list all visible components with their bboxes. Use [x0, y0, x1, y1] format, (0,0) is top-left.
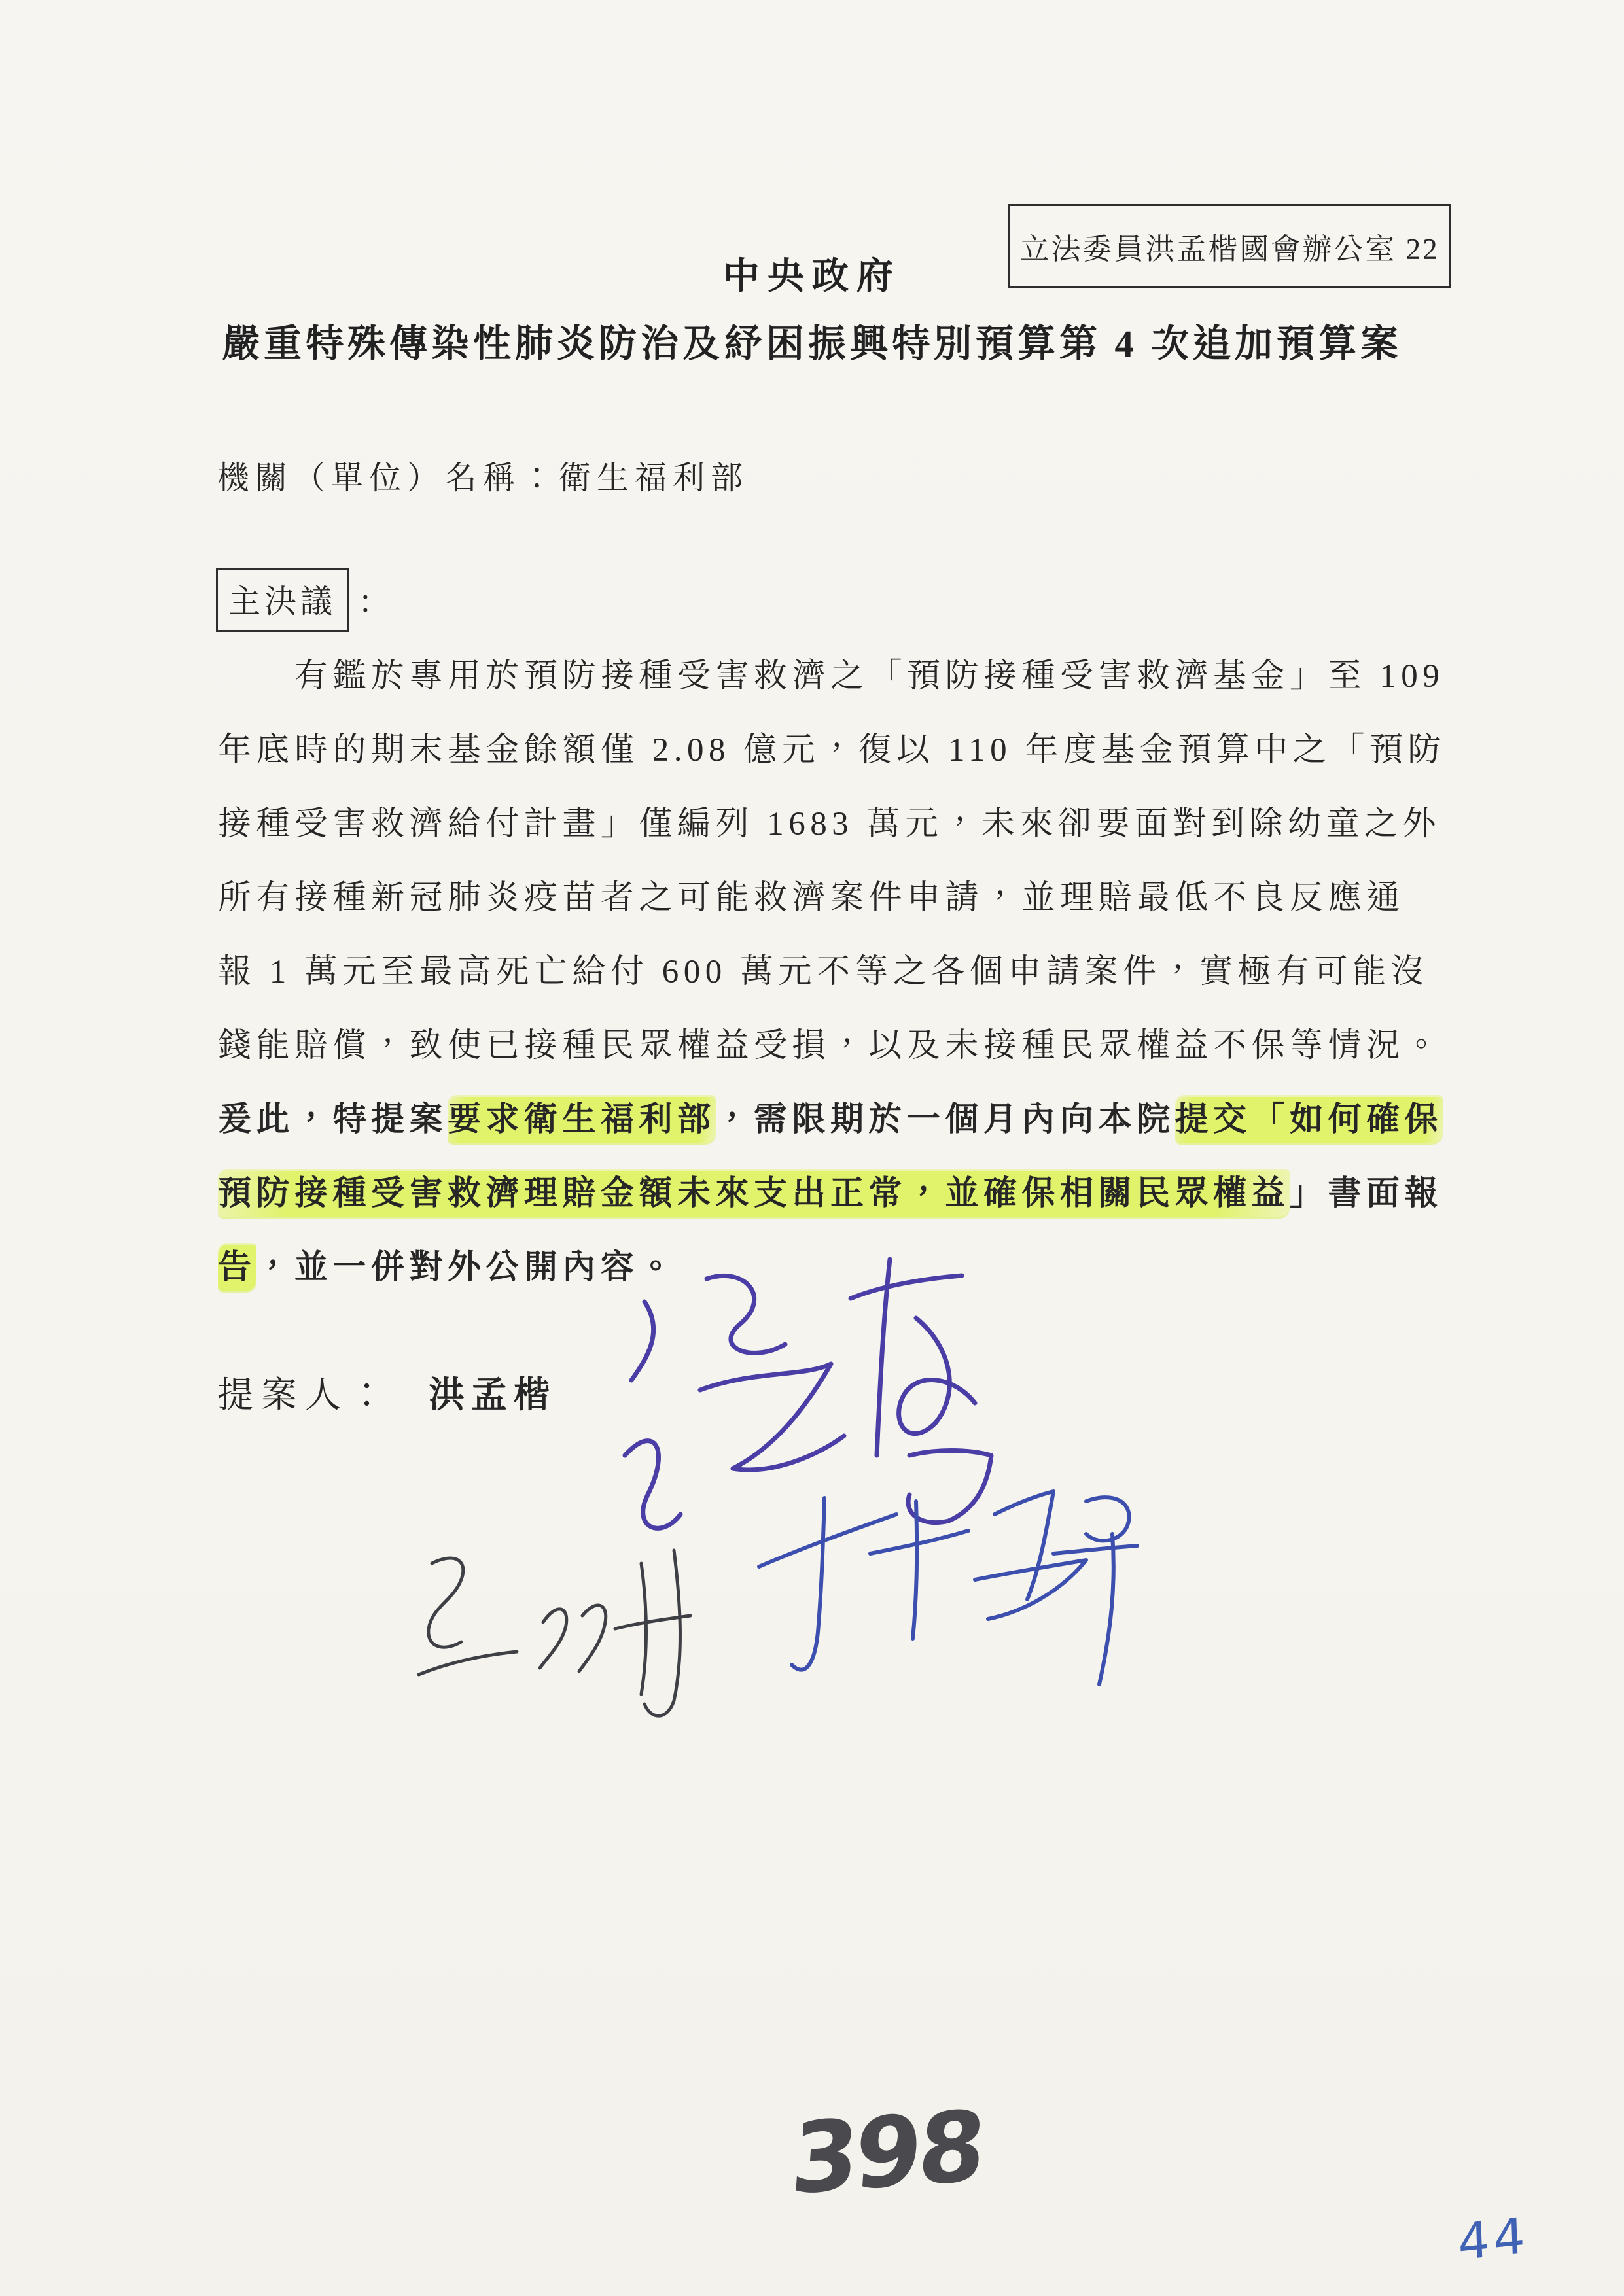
- body-text: ，並一併對外公開內容。: [256, 1249, 678, 1286]
- resolution-colon: ：: [358, 584, 391, 620]
- body-text: ，需限期於一個月內向本院: [715, 1102, 1175, 1138]
- resolution-heading: [216, 568, 390, 632]
- handwritten-corner-number: 44: [1456, 2206, 1530, 2272]
- body-text: 年底時的期末基金餘額僅 2.08 億元，復以 110 年度基金預算中之「預防: [218, 732, 1446, 769]
- body-line: [218, 714, 1446, 788]
- document-subtitle: 嚴重特殊傳染性肺炎防治及紓困振興特別預算第 4 次追加預算案: [221, 322, 1402, 365]
- body-line: [218, 1009, 1441, 1083]
- office-stamp-label: 立法委員洪孟楷國會辦公室 22: [1019, 232, 1439, 266]
- agency-name-line: 機關（單位）名稱：衛生福利部: [217, 460, 749, 496]
- proposer-line: [217, 1366, 556, 1418]
- body-text: 所有接種新冠肺炎疫苗者之可能救濟案件申請，並理賠最低不良反應通: [218, 880, 1405, 916]
- body-text: 有鑑於專用於預防接種受害救濟之「預防接種受害救濟基金」至 109: [218, 658, 1445, 695]
- body-text: 報 1 萬元至最高死亡給付 600 萬元不等之各個申請案件，實極有可能沒: [218, 954, 1430, 990]
- document-title: 中央政府: [723, 256, 901, 297]
- body-line: [218, 1083, 1441, 1157]
- body-line: [218, 861, 1441, 935]
- handwritten-page-number: 398: [787, 2089, 986, 2216]
- handwritten-signature-lin-yi-hua: [746, 1475, 1152, 1697]
- resolution-body: [218, 640, 1446, 1305]
- body-text: 」書面報: [1290, 1175, 1443, 1212]
- body-text: 接種受害救濟給付計畫」僅編列 1683 萬元，未來卻要面對到除幼童之外: [218, 806, 1441, 843]
- highlighted-text: 提交「如何確保: [1175, 1097, 1443, 1143]
- body-line: [218, 640, 1445, 714]
- body-line: [218, 1157, 1441, 1231]
- body-text: 爰此，特提案: [218, 1102, 448, 1138]
- highlighted-text: 要求衛生福利部: [448, 1097, 716, 1143]
- proposer-name: 洪孟楷: [429, 1375, 557, 1415]
- body-text: 錢能賠償，致使已接種民眾權益受損，以及未接種民眾權益不保等情況。: [218, 1028, 1443, 1064]
- handwritten-signature-cosigner: [393, 1524, 772, 1727]
- body-line: [218, 935, 1441, 1009]
- proposer-label: 提案人：: [217, 1375, 393, 1415]
- highlighted-text: 告: [218, 1245, 256, 1291]
- body-line: [218, 788, 1441, 861]
- resolution-label-box: 主決議: [216, 568, 349, 632]
- highlighted-text: 預防接種受害救濟理賠金額未來支出正常，並確保相關民眾權益: [218, 1171, 1290, 1217]
